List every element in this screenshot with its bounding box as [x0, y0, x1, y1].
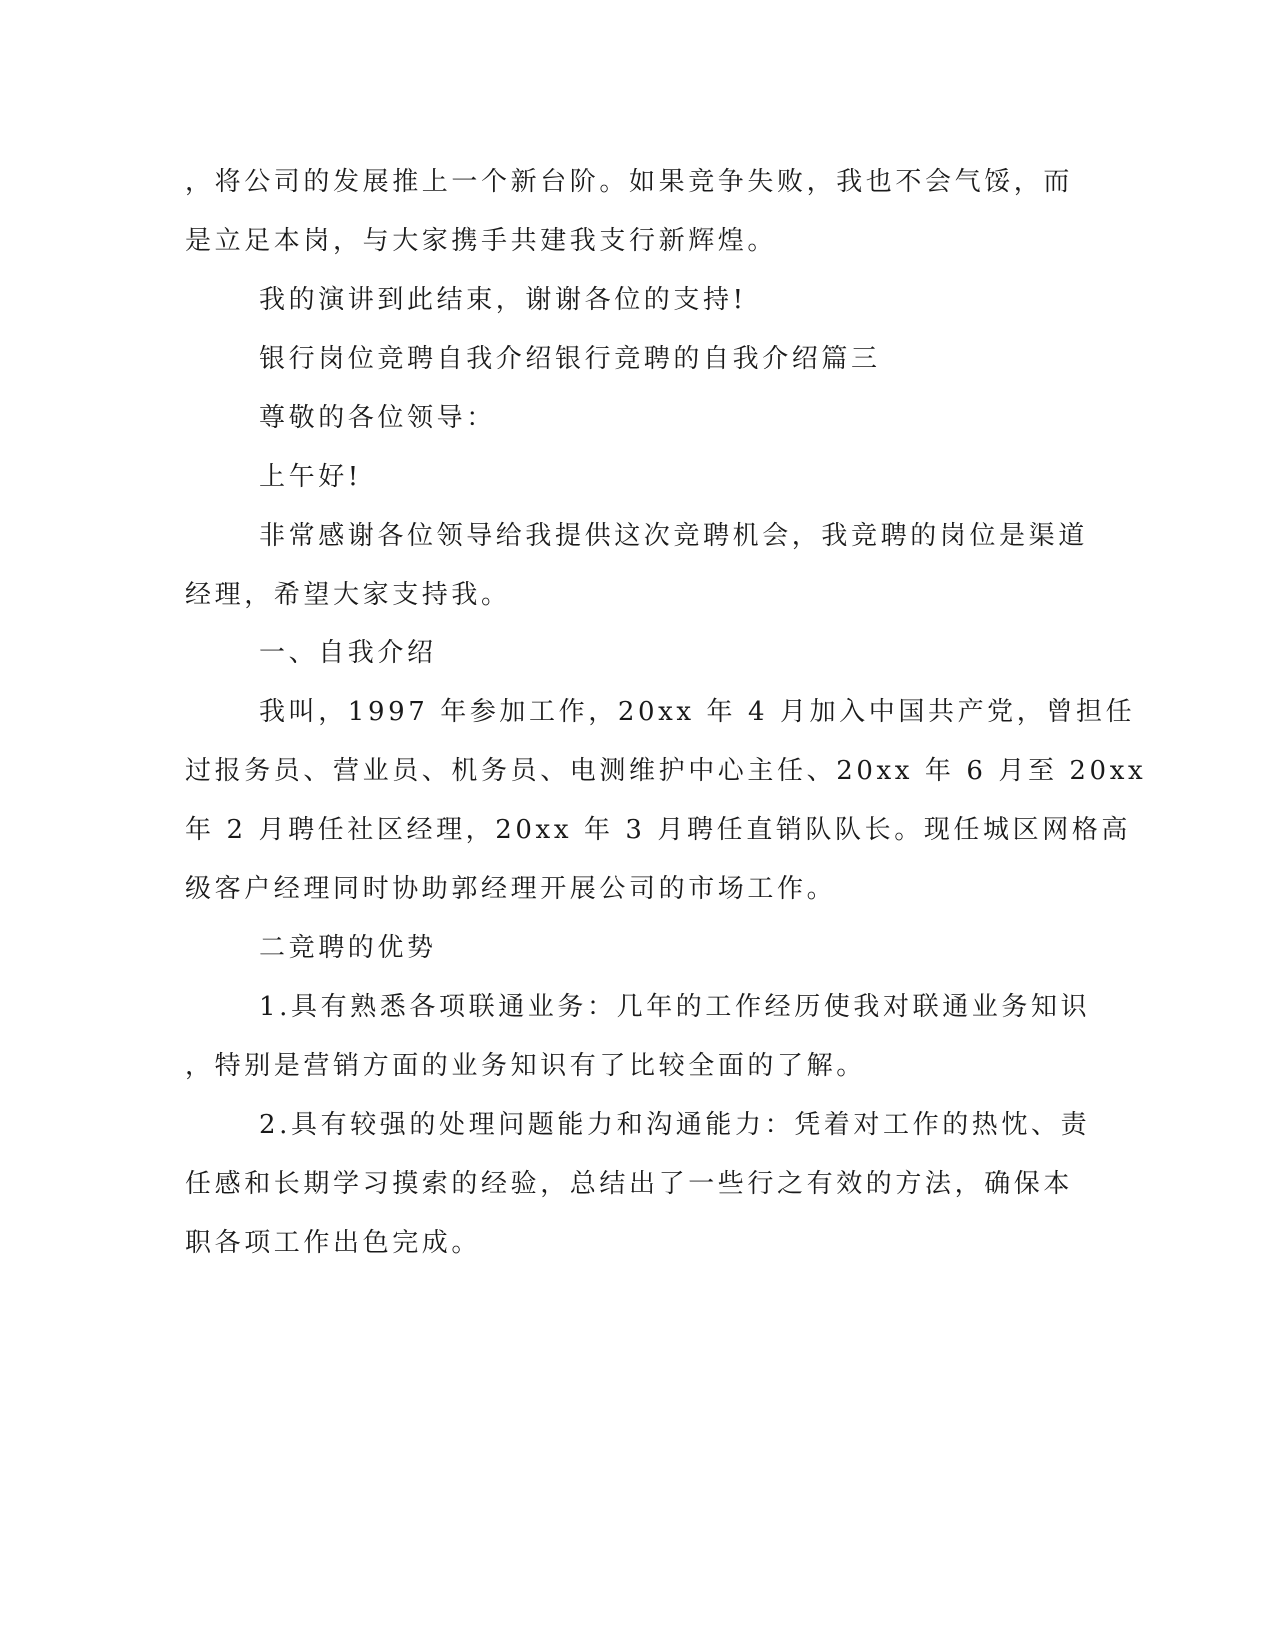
text-line: 非常感谢各位领导给我提供这次竞聘机会，我竞聘的岗位是渠道: [259, 521, 1088, 551]
text-line: 我叫，1997 年参加工作，20xx 年 4 月加入中国共产党，曾担任: [259, 697, 1136, 727]
text-line: 我的演讲到此结束，谢谢各位的支持!: [259, 285, 747, 315]
text-line: 经理，希望大家支持我。: [185, 580, 511, 610]
text-line: ，将公司的发展推上一个新台阶。如果竞争失败，我也不会气馁，而: [185, 167, 1074, 197]
text-line: 级客户经理同时协助郭经理开展公司的市场工作。: [185, 874, 837, 904]
section-heading: 银行岗位竞聘自我介绍银行竞聘的自我介绍篇三: [259, 344, 881, 374]
text-line: 年 2 月聘任社区经理，20xx 年 3 月聘任直销队队长。现任城区网格高: [185, 815, 1132, 845]
text-line: ，特别是营销方面的业务知识有了比较全面的了解。: [185, 1051, 866, 1081]
text-line: 1.具有熟悉各项联通业务：几年的工作经历使我对联通业务知识: [259, 992, 1091, 1022]
subheading-self-intro: 一、自我介绍: [259, 638, 437, 668]
subheading-advantages: 二竞聘的优势: [259, 933, 437, 963]
salutation: 尊敬的各位领导：: [259, 403, 496, 433]
text-line: 职各项工作出色完成。: [185, 1228, 482, 1258]
text-line: 过报务员、营业员、机务员、电测维护中心主任、20xx 年 6 月至 20xx: [185, 756, 1147, 786]
text-line: 任感和长期学习摸索的经验，总结出了一些行之有效的方法，确保本: [185, 1169, 1074, 1199]
text-line: 是立足本岗，与大家携手共建我支行新辉煌。: [185, 226, 778, 256]
text-line: 2.具有较强的处理问题能力和沟通能力：凭着对工作的热忱、责: [259, 1110, 1091, 1140]
greeting: 上午好!: [259, 462, 362, 492]
